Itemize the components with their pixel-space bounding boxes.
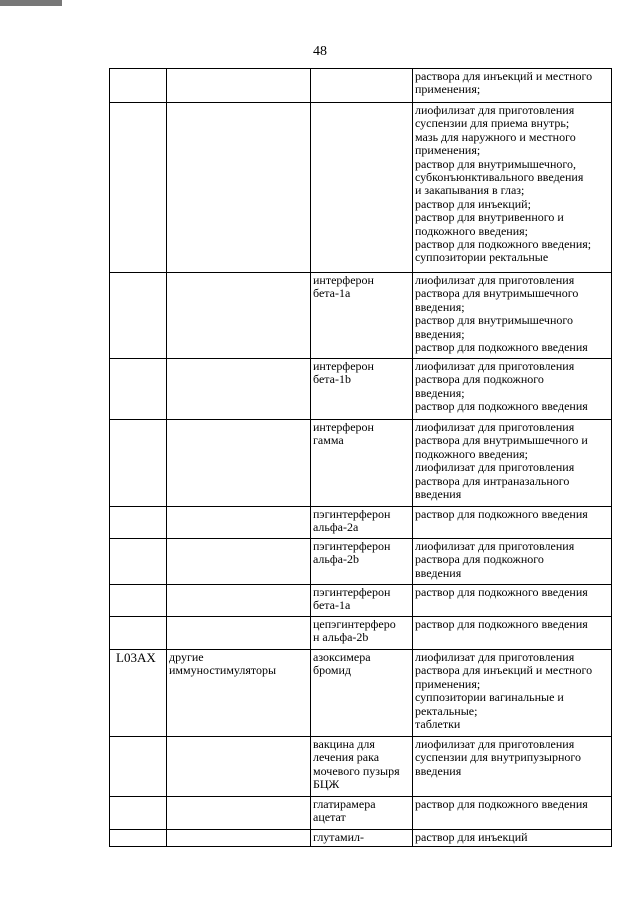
- dosage-form-cell: лиофилизат для приготовления раствора для подкожного введения: [413, 539, 612, 585]
- pharmacological-group-cell: [167, 585, 311, 617]
- dosage-form-cell: раствор для подкожного введения: [413, 797, 612, 830]
- drug-name-cell: интерферон бета-1b: [311, 359, 413, 420]
- table-row: [110, 737, 612, 797]
- atc-code-cell: [110, 830, 167, 847]
- page-number: 48: [313, 44, 327, 59]
- drug-name-cell: пэгинтерферон альфа-2a: [311, 507, 413, 539]
- table-row: [110, 359, 612, 420]
- drug-name-cell: вакцина для лечения рака мочевого пузыря БЦЖ: [311, 737, 413, 797]
- dosage-form-cell: лиофилизат для приготовления суспензии для приема внутрь; мазь для наружного и местного применения; раствор для внутримышечного, субконъюнктивального введения и закапывания в глаз; раствор для инъекций; раствор для внутривенного и подкожного введения; раствор для подкожного введения; суппозитории ректальные: [413, 103, 612, 273]
- table-row: [110, 797, 612, 830]
- table-row: [110, 617, 612, 650]
- dosage-form-cell: лиофилизат для приготовления раствора для подкожного введения; раствор для подкожного введения: [413, 359, 612, 420]
- atc-code-cell: [110, 359, 167, 420]
- table-row: [110, 585, 612, 617]
- dosage-form-cell: раствор для подкожного введения: [413, 585, 612, 617]
- dosage-form-cell: раствор для инъекций: [413, 830, 612, 847]
- atc-code-cell: [110, 650, 167, 737]
- atc-code-cell: [110, 585, 167, 617]
- drug-name-cell: [311, 69, 413, 103]
- table-row: [110, 273, 612, 359]
- dosage-form-cell: лиофилизат для приготовления раствора для внутримышечного и подкожного введения; лиофилизат для приготовления раствора для интраназального введения: [413, 420, 612, 507]
- atc-code-cell: [110, 420, 167, 507]
- pharmacological-group-cell: [167, 830, 311, 847]
- pharmacological-group-cell: [167, 420, 311, 507]
- drug-name-cell: глатирамера ацетат: [311, 797, 413, 830]
- scan-edge-mark: [0, 0, 62, 6]
- atc-code-text: L03AX: [116, 650, 156, 665]
- pharmacological-group-cell: [167, 273, 311, 359]
- pharmacological-group-cell: другие иммуностимуляторы: [167, 650, 311, 737]
- drug-name-cell: пэгинтерферон бета-1a: [311, 585, 413, 617]
- pharmacological-group-cell: [167, 359, 311, 420]
- atc-code-cell: [110, 797, 167, 830]
- dosage-form-cell: лиофилизат для приготовления раствора для внутримышечного введения; раствор для внутримышечного введения; раствор для подкожного введения: [413, 273, 612, 359]
- pharmacological-group-cell: [167, 539, 311, 585]
- dosage-form-cell: раствор для подкожного введения: [413, 617, 612, 650]
- pharmacological-group-cell: [167, 797, 311, 830]
- drug-table: [109, 68, 612, 847]
- atc-code-cell: [110, 273, 167, 359]
- dosage-form-cell: лиофилизат для приготовления суспензии для внутрипузырного введения: [413, 737, 612, 797]
- table-row: [110, 830, 612, 847]
- dosage-form-cell: лиофилизат для приготовления раствора для инъекций и местного применения; суппозитории вагинальные и ректальные; таблетки: [413, 650, 612, 737]
- table-row: [110, 507, 612, 539]
- table-row: [110, 539, 612, 585]
- pharmacological-group-cell: [167, 69, 311, 103]
- table-row: [110, 420, 612, 507]
- drug-name-cell: интерферон гамма: [311, 420, 413, 507]
- table-row: [110, 69, 612, 103]
- atc-code-cell: [110, 737, 167, 797]
- table-row: [110, 103, 612, 273]
- atc-code-cell: [110, 539, 167, 585]
- drug-name-cell: [311, 103, 413, 273]
- pharmacological-group-cell: [167, 737, 311, 797]
- atc-code-cell: [110, 507, 167, 539]
- atc-code-cell: [110, 103, 167, 273]
- drug-name-cell: глутамил-: [311, 830, 413, 847]
- pharmacological-group-cell: [167, 103, 311, 273]
- pharmacological-group-cell: [167, 507, 311, 539]
- table-row: [110, 650, 612, 737]
- dosage-form-cell: раствор для подкожного введения: [413, 507, 612, 539]
- atc-code-cell: [110, 617, 167, 650]
- drug-name-cell: цепэгинтерферо н альфа-2b: [311, 617, 413, 650]
- atc-code-cell: [110, 69, 167, 103]
- pharmacological-group-cell: [167, 617, 311, 650]
- drug-name-cell: азоксимера бромид: [311, 650, 413, 737]
- drug-name-cell: пэгинтерферон альфа-2b: [311, 539, 413, 585]
- dosage-form-cell: раствора для инъекций и местного применения;: [413, 69, 612, 103]
- drug-name-cell: интерферон бета-1a: [311, 273, 413, 359]
